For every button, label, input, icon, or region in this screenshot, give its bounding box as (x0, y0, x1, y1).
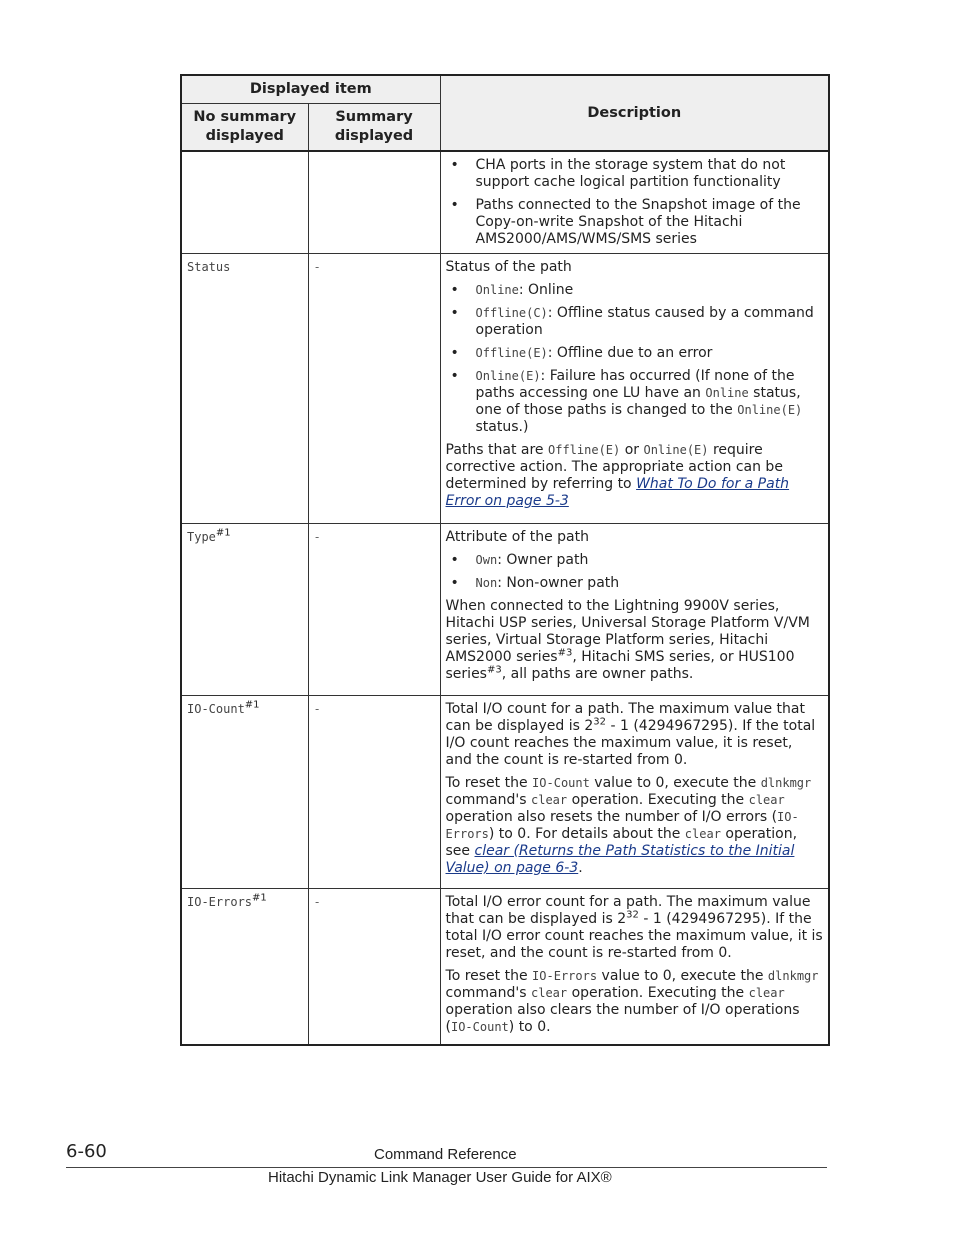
code-text: Non (475, 576, 498, 590)
page-number: 6-60 (66, 1141, 107, 1162)
text: . (578, 860, 583, 876)
footnote-ref: #1 (252, 892, 267, 904)
code-text: clear (531, 793, 568, 807)
chapter-title: Command Reference (374, 1146, 517, 1163)
text: : Offline status caused by a command operation (475, 305, 814, 338)
cell-item (181, 889, 308, 1045)
table-row-status (181, 254, 829, 524)
text: - 1 (4294967295). If the total I/O error count reaches the maximum value, it is reset, and the count is re-started from 0. (445, 911, 823, 961)
text: , Hitachi SMS series, or HUS100 series (445, 649, 795, 682)
text: ) to 0. For details about the (488, 826, 685, 842)
code-text: Offline(E) (548, 443, 621, 457)
text: : Non-owner path (497, 575, 620, 591)
header-displayed-item: Displayed item (181, 75, 440, 104)
description-paragraph (446, 442, 824, 510)
cell-description (440, 696, 829, 889)
text: , all paths are owner paths. (501, 666, 694, 682)
cross-reference-link[interactable]: clear (Returns the Path Statistics to the Initial Value) on page 6-3 (445, 843, 795, 876)
description-paragraph (446, 598, 824, 683)
list-item (476, 552, 824, 569)
cell-item (181, 254, 308, 524)
cell-item (181, 524, 308, 696)
list-item (476, 575, 824, 592)
text: : Online (518, 282, 574, 298)
text: command's (445, 792, 531, 808)
code-text: Offline(E) (475, 346, 548, 360)
code-text: IO-Count (532, 776, 590, 790)
list-item: • CHA ports in the storage system that do not support cache logical partition functionality (476, 157, 824, 191)
superscript: 32 (626, 909, 639, 921)
text: status, one of those paths is changed to the (475, 385, 801, 418)
footnote-ref: #1 (244, 699, 260, 711)
cell-description (440, 889, 829, 1045)
text: operation also clears the number of I/O operations ( (445, 1002, 800, 1035)
footnote-ref: #3 (557, 647, 573, 659)
superscript: 32 (593, 716, 607, 728)
text: : Failure has occurred (If none of the paths accessing one LU have an (475, 368, 795, 401)
item-name: IO-Count (187, 702, 245, 716)
cell-item (181, 696, 308, 889)
text: operation also resets the number of I/O errors ( (445, 809, 778, 825)
description-paragraph (446, 701, 824, 769)
text: Total I/O error count for a path. The maximum value that can be displayed is 2 (445, 894, 811, 927)
reference-table (180, 74, 830, 1046)
header-description: Description (440, 75, 829, 151)
cell-summary: - (308, 889, 440, 1045)
text: require corrective action. The appropriate action can be determined by referring to (445, 442, 783, 492)
cell-summary: - (308, 696, 440, 889)
code-text: Online (705, 386, 749, 400)
code-text: IO-Count (450, 1020, 509, 1034)
code-text: dlnkmgr (760, 776, 812, 790)
table-row-io-errors (181, 889, 829, 1045)
cell-summary: - (308, 254, 440, 524)
cell-description (440, 524, 829, 696)
text: operation. Executing the (567, 985, 749, 1001)
text: Paths that are (445, 442, 548, 458)
cell-summary (308, 151, 440, 254)
description-paragraph (446, 775, 824, 877)
code-text: Online (475, 283, 519, 297)
description-paragraph (446, 968, 824, 1036)
description-intro: Attribute of the path (445, 529, 589, 545)
text: : Offline due to an error (547, 345, 713, 361)
list-item (476, 282, 824, 299)
cross-reference-link[interactable]: What To Do for a Path Error on page 5-3 (445, 476, 790, 509)
cell-item (181, 151, 308, 254)
list-item (476, 345, 824, 362)
code-text: dlnkmgr (767, 969, 819, 983)
item-name: Status (187, 260, 231, 274)
text: When connected to the Lightning 9900V series, Hitachi USP series, Universal Storage Platform V/VM series, Virtual Storage Platform series, Hitachi AMS2000 series (445, 598, 810, 665)
code-text: clear (748, 793, 785, 807)
text: ) to 0. (508, 1019, 551, 1035)
text: - 1 (4294967295). If the total I/O count reaches the maximum value, it is reset, and the count is re-started from 0. (445, 718, 816, 768)
list-item (476, 368, 824, 436)
footnote-ref: #3 (486, 664, 502, 676)
cell-summary: - (308, 524, 440, 696)
footnote-ref: #1 (215, 527, 231, 539)
table-row-io-count (181, 696, 829, 889)
bullet-list (446, 282, 824, 436)
text: Total I/O count for a path. The maximum value that can be displayed is 2 (445, 701, 805, 734)
text: To reset the (445, 968, 533, 984)
code-text: IO-Errors (445, 810, 799, 841)
list-item (476, 305, 824, 339)
code-text: clear (748, 986, 785, 1000)
cell-description (440, 254, 829, 524)
text: status.) (475, 419, 529, 435)
table-row-type (181, 524, 829, 696)
description-intro: Status of the path (445, 259, 572, 275)
item-name: IO-Errors (187, 895, 253, 909)
code-text: Online(E) (475, 369, 541, 383)
guide-title: Hitachi Dynamic Link Manager User Guide for AIX® (268, 1169, 612, 1186)
text: command's (445, 985, 531, 1001)
description-paragraph (446, 894, 824, 962)
text: value to 0, execute the (589, 775, 761, 791)
code-text: clear (531, 986, 568, 1000)
text: value to 0, execute the (597, 968, 768, 984)
text: operation, see (445, 826, 798, 859)
text: To reset the (445, 775, 533, 791)
list-item: • Paths connected to the Snapshot image of the Copy-on-write Snapshot of the Hitachi AMS2000/AMS/WMS/SMS series (476, 197, 824, 248)
code-text: Online(E) (643, 443, 709, 457)
text: : Owner path (497, 552, 589, 568)
item-name: Type (187, 530, 216, 544)
cell-description (440, 151, 829, 254)
bullet-list (446, 552, 824, 592)
header-no-summary: No summary displayed (181, 104, 308, 152)
code-text: Offline(C) (475, 306, 548, 320)
header-summary: Summary displayed (308, 104, 440, 152)
code-text: clear (684, 827, 721, 841)
footer-divider (66, 1167, 827, 1168)
bullet-list (446, 157, 824, 248)
code-text: Online(E) (737, 403, 803, 417)
code-text: Own (475, 553, 498, 567)
table-row-continuation (181, 151, 829, 254)
text: or (620, 442, 644, 458)
text: operation. Executing the (567, 792, 749, 808)
code-text: IO-Errors (532, 969, 598, 983)
